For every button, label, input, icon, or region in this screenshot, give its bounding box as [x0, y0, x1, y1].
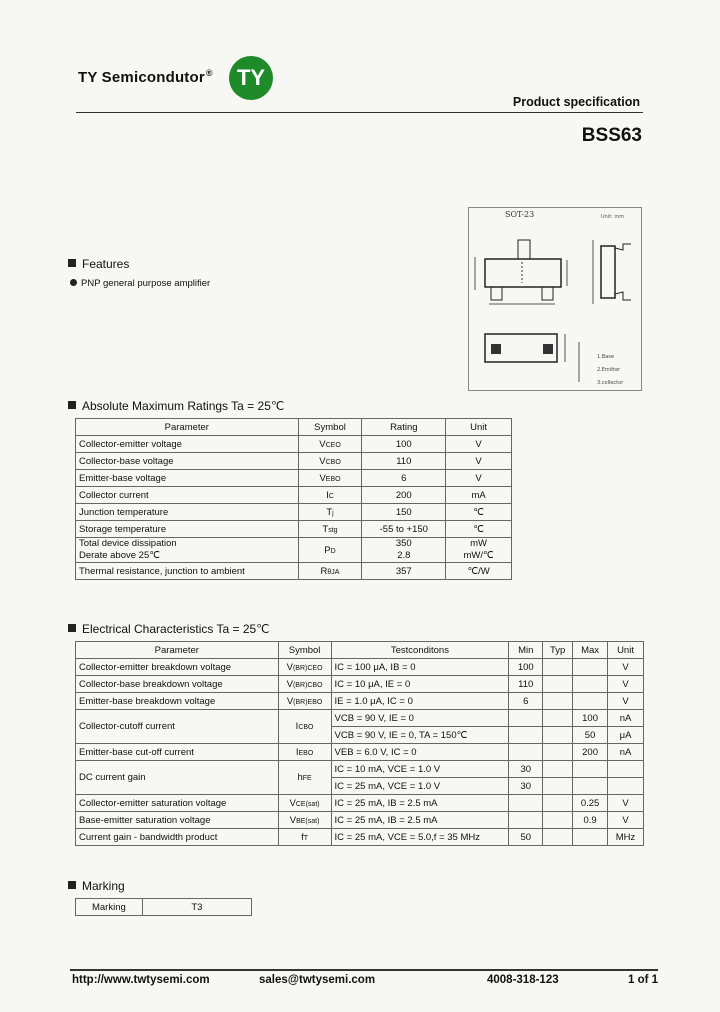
- param-cell: Collector-emitter saturation voltage: [76, 795, 279, 812]
- symbol-cell: Tstg: [298, 521, 362, 538]
- symbol-cell: V(BR)CEO: [278, 659, 331, 676]
- typ-cell: [543, 744, 573, 761]
- marking-table: [75, 898, 252, 916]
- unit-cell: ℃/W: [446, 563, 512, 580]
- condition-cell: IC = 25 mA, IB = 2.5 mA: [331, 812, 509, 829]
- param-cell: Collector-cutoff current: [76, 710, 279, 744]
- marking-label-cell: Marking: [76, 899, 143, 916]
- table-row: [76, 436, 512, 453]
- max-cell: [573, 676, 608, 693]
- header-cell: Typ: [543, 642, 573, 659]
- side-lead-top: [615, 244, 631, 250]
- doc-type: Product specification: [512, 95, 640, 109]
- square-bullet-icon: [68, 259, 76, 267]
- table-row: [76, 899, 252, 916]
- package-drawing: [468, 207, 642, 391]
- max-cell: 200: [573, 744, 608, 761]
- min-cell: 30: [509, 778, 543, 795]
- round-bullet-icon: [70, 279, 77, 286]
- header-divider: [76, 112, 643, 113]
- header-cell: Parameter: [76, 419, 299, 436]
- min-cell: 30: [509, 761, 543, 778]
- unit-cell: [608, 778, 644, 795]
- unit-cell: V: [608, 795, 644, 812]
- pad-right: [543, 344, 553, 354]
- param-cell: Emitter-base breakdown voltage: [76, 693, 279, 710]
- lead-top: [518, 240, 530, 259]
- param-cell: Junction temperature: [76, 504, 299, 521]
- rating-cell: -55 to +150: [362, 521, 446, 538]
- symbol-cell: IC: [298, 487, 362, 504]
- symbol-cell: PD: [298, 538, 362, 563]
- elec-heading: Electrical Characteristics Ta = 25℃: [68, 622, 270, 636]
- features-heading: Features: [68, 257, 129, 271]
- header-cell: Min: [509, 642, 543, 659]
- header-cell: Unit: [446, 419, 512, 436]
- typ-cell: [543, 710, 573, 727]
- table-row: [76, 710, 644, 727]
- unit-cell: μA: [608, 727, 644, 744]
- typ-cell: [543, 727, 573, 744]
- symbol-cell: V(BR)EBO: [278, 693, 331, 710]
- feature-item: PNP general purpose amplifier: [70, 278, 210, 289]
- table-row: [76, 538, 512, 563]
- unit-cell: V: [608, 693, 644, 710]
- marking-heading: Marking: [68, 879, 125, 893]
- logo-text: TY: [236, 65, 266, 90]
- param-cell: Base-emitter saturation voltage: [76, 812, 279, 829]
- rating-cell: 150: [362, 504, 446, 521]
- unit-cell: MHz: [608, 829, 644, 846]
- pin-2-label: 2.Emitter: [597, 367, 621, 373]
- param-cell: Current gain - bandwidth product: [76, 829, 279, 846]
- unit-cell: V: [446, 453, 512, 470]
- table-header-row: [76, 642, 644, 659]
- header-cell: Max: [573, 642, 608, 659]
- condition-cell: VEB = 6.0 V, IC = 0: [331, 744, 509, 761]
- pad-left: [491, 344, 501, 354]
- abs-max-table: [75, 418, 512, 580]
- symbol-cell: ICBO: [278, 710, 331, 744]
- table-row: [76, 744, 644, 761]
- max-cell: [573, 693, 608, 710]
- rating-cell: 100: [362, 436, 446, 453]
- param-cell: Emitter-base voltage: [76, 470, 299, 487]
- min-cell: 6: [509, 693, 543, 710]
- condition-cell: IC = 25 mA, VCE = 1.0 V: [331, 778, 509, 795]
- unit-cell: mW mW/℃: [446, 538, 512, 563]
- max-cell: 100: [573, 710, 608, 727]
- min-cell: [509, 795, 543, 812]
- param-cell: Thermal resistance, junction to ambient: [76, 563, 299, 580]
- max-cell: [573, 829, 608, 846]
- header-cell: Testconditons: [331, 642, 509, 659]
- condition-cell: IE = 1.0 μA, IC = 0: [331, 693, 509, 710]
- param-cell: Emitter-base cut-off current: [76, 744, 279, 761]
- package-outline-svg: [469, 208, 641, 390]
- min-cell: 100: [509, 659, 543, 676]
- condition-cell: IC = 25 mA, IB = 2.5 mA: [331, 795, 509, 812]
- max-cell: 50: [573, 727, 608, 744]
- unit-cell: [608, 761, 644, 778]
- condition-cell: IC = 25 mA, VCE = 5.0,f = 35 MHz: [331, 829, 509, 846]
- typ-cell: [543, 676, 573, 693]
- max-cell: [573, 761, 608, 778]
- typ-cell: [543, 761, 573, 778]
- min-cell: [509, 727, 543, 744]
- unit-cell: V: [446, 470, 512, 487]
- unit-cell: V: [608, 676, 644, 693]
- table-row: [76, 563, 512, 580]
- param-cell: DC current gain: [76, 761, 279, 795]
- side-lead-bottom: [615, 292, 631, 300]
- symbol-cell: V(BR)CBO: [278, 676, 331, 693]
- symbol-cell: fT: [278, 829, 331, 846]
- page-number: 1 of 1: [628, 974, 659, 986]
- typ-cell: [543, 829, 573, 846]
- typ-cell: [543, 693, 573, 710]
- symbol-cell: VBE(sat): [278, 812, 331, 829]
- param-cell: Collector-emitter voltage: [76, 436, 299, 453]
- param-cell: Collector-base breakdown voltage: [76, 676, 279, 693]
- rating-cell: 357: [362, 563, 446, 580]
- unit-cell: V: [446, 436, 512, 453]
- max-cell: 0.9: [573, 812, 608, 829]
- symbol-cell: VCE(sat): [278, 795, 331, 812]
- typ-cell: [543, 778, 573, 795]
- footer-phone: 4008-318-123: [487, 974, 559, 986]
- param-cell: Collector-emitter breakdown voltage: [76, 659, 279, 676]
- table-row: [76, 487, 512, 504]
- condition-cell: IC = 100 μA, IB = 0: [331, 659, 509, 676]
- rating-cell: 350 2.8: [362, 538, 446, 563]
- table-row: [76, 829, 644, 846]
- header-cell: Symbol: [278, 642, 331, 659]
- table-row: [76, 521, 512, 538]
- unit-cell: nA: [608, 710, 644, 727]
- typ-cell: [543, 659, 573, 676]
- header-cell: Symbol: [298, 419, 362, 436]
- unit-cell: nA: [608, 744, 644, 761]
- table-row: [76, 504, 512, 521]
- unit-cell: ℃: [446, 521, 512, 538]
- symbol-cell: hFE: [278, 761, 331, 795]
- rating-cell: 6: [362, 470, 446, 487]
- footer-divider: [70, 969, 658, 971]
- rating-cell: 110: [362, 453, 446, 470]
- condition-cell: IC = 10 mA, VCE = 1.0 V: [331, 761, 509, 778]
- company-logo: [229, 56, 273, 100]
- symbol-cell: VCEO: [298, 436, 362, 453]
- part-number: BSS63: [581, 125, 642, 146]
- typ-cell: [543, 812, 573, 829]
- footer-email-link[interactable]: sales@twtysemi.com: [259, 974, 376, 986]
- max-cell: [573, 659, 608, 676]
- min-cell: 110: [509, 676, 543, 693]
- square-bullet-icon: [68, 624, 76, 632]
- table-row: [76, 761, 644, 778]
- symbol-cell: VEBO: [298, 470, 362, 487]
- marking-value-cell: T3: [142, 899, 251, 916]
- square-bullet-icon: [68, 881, 76, 889]
- pin-1-label: 1.Base: [597, 354, 614, 360]
- elec-table: [75, 641, 644, 846]
- header-cell: Rating: [362, 419, 446, 436]
- abs-max-heading: Absolute Maximum Ratings Ta = 25℃: [68, 399, 284, 413]
- symbol-cell: Tj: [298, 504, 362, 521]
- symbol-cell: IEBO: [278, 744, 331, 761]
- table-row: [76, 795, 644, 812]
- table-row: [76, 812, 644, 829]
- condition-cell: IC = 10 μA, IE = 0: [331, 676, 509, 693]
- table-row: [76, 453, 512, 470]
- table-row: [76, 659, 644, 676]
- rating-cell: 200: [362, 487, 446, 504]
- unit-cell: V: [608, 812, 644, 829]
- condition-cell: VCB = 90 V, IE = 0, TA = 150℃: [331, 727, 509, 744]
- param-cell: Collector current: [76, 487, 299, 504]
- company-name: TY Semicondutor®: [78, 68, 213, 86]
- unit-cell: mA: [446, 487, 512, 504]
- table-row: [76, 676, 644, 693]
- table-row: [76, 470, 512, 487]
- lead-bottom-left: [491, 287, 502, 300]
- min-cell: [509, 812, 543, 829]
- typ-cell: [543, 795, 573, 812]
- param-cell: Collector-base voltage: [76, 453, 299, 470]
- max-cell: [573, 778, 608, 795]
- table-row: [76, 693, 644, 710]
- unit-cell: ℃: [446, 504, 512, 521]
- condition-cell: VCB = 90 V, IE = 0: [331, 710, 509, 727]
- max-cell: 0.25: [573, 795, 608, 812]
- min-cell: 50: [509, 829, 543, 846]
- package-body-top: [485, 259, 561, 287]
- unit-cell: V: [608, 659, 644, 676]
- table-header-row: [76, 419, 512, 436]
- param-cell: Storage temperature: [76, 521, 299, 538]
- package-body-side: [601, 246, 615, 298]
- pin-3-label: 3.collector: [597, 380, 624, 386]
- symbol-cell: RθJA: [298, 563, 362, 580]
- lead-bottom-right: [542, 287, 553, 300]
- square-bullet-icon: [68, 401, 76, 409]
- symbol-cell: VCBO: [298, 453, 362, 470]
- header-cell: Unit: [608, 642, 644, 659]
- min-cell: [509, 744, 543, 761]
- min-cell: [509, 710, 543, 727]
- unit-label: Unit: mm: [601, 214, 625, 220]
- header-cell: Parameter: [76, 642, 279, 659]
- param-cell: Total device dissipation Derate above 25℃: [76, 538, 299, 563]
- footer-website-link[interactable]: http://www.twtysemi.com: [72, 974, 210, 986]
- package-label: SOT-23: [505, 210, 535, 219]
